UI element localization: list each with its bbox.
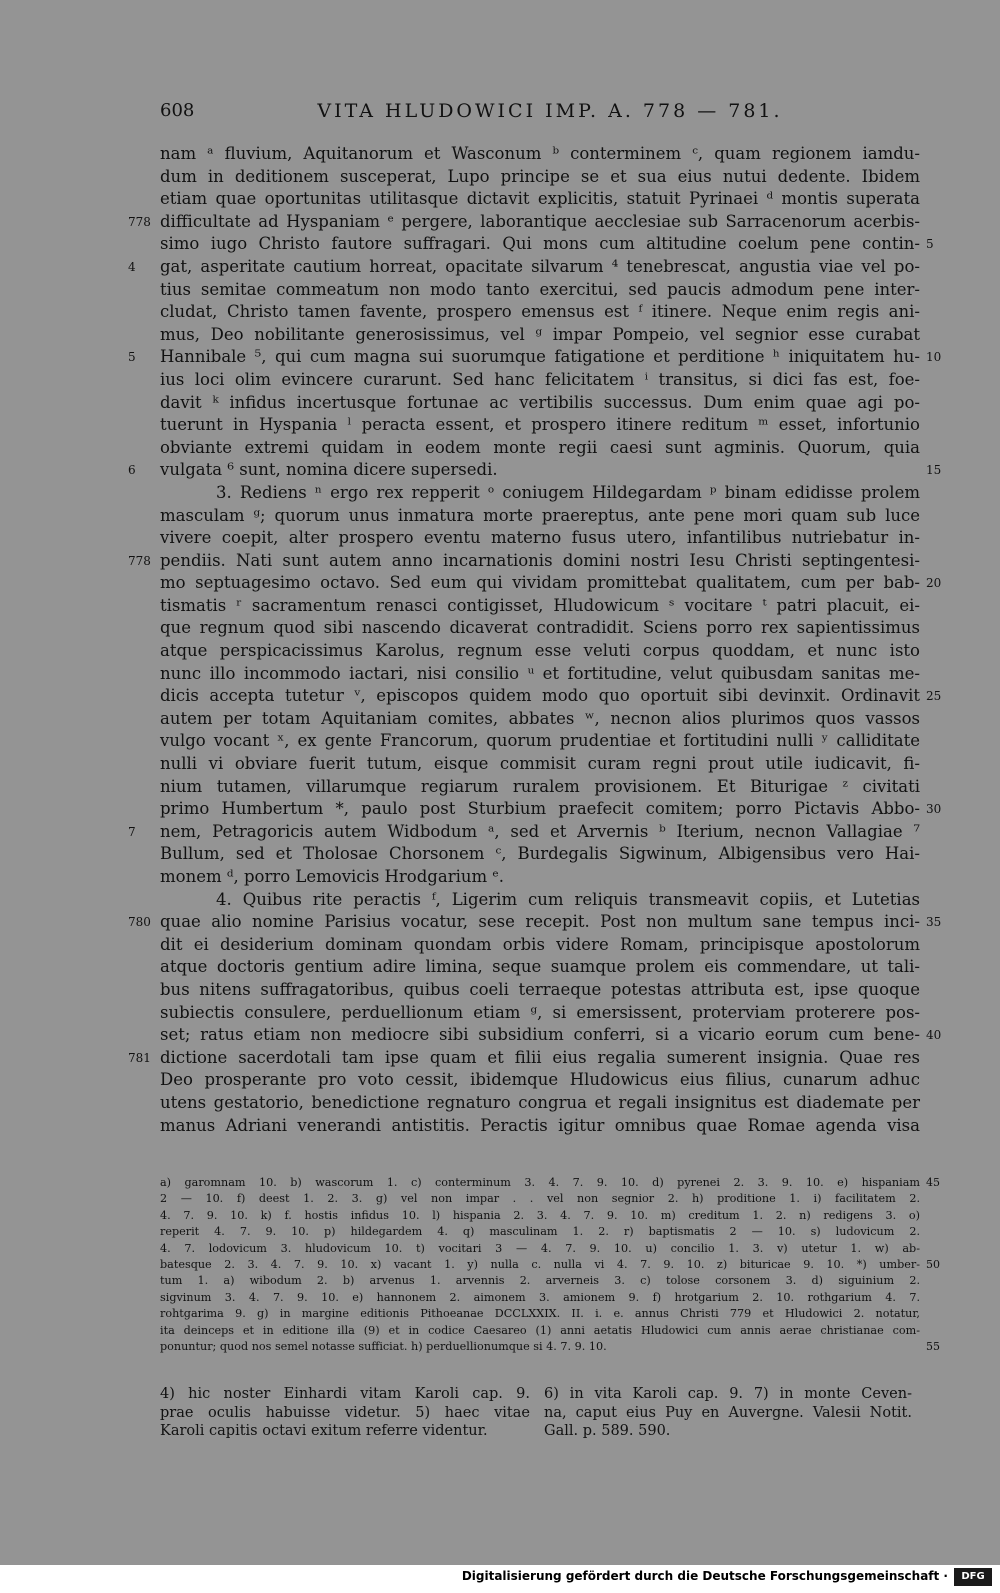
text-line: [160, 233, 934, 256]
running-title: VITA HLUDOWICI IMP. A. 778 — 781.: [317, 100, 783, 122]
text-line: [160, 143, 920, 166]
text-line: [160, 708, 920, 731]
line-text: vulgo vocant ˣ, ex gente Francorum, quorum prudentiae et fortitudini nulli ʸ calliditate: [160, 731, 920, 751]
line-text: nunc illo incommodo iactari, nisi consilio ᵘ et fortitudine, velut quibusdam sanitas me-: [160, 663, 920, 683]
text-line: [128, 346, 942, 369]
line-number: 45: [926, 1176, 940, 1189]
text-line: [128, 550, 920, 573]
text-line: [160, 1024, 942, 1047]
dfg-logo: DFG: [954, 1568, 992, 1586]
text-line: [160, 1002, 920, 1025]
line-text: cludat, Christo tamen favente, prospero emensus est ᶠ itinere. Neque enim regis ani-: [160, 302, 920, 322]
note-right-column: na, caput eius Puy en Auvergne. Valesii Notit.: [544, 1404, 912, 1421]
text-line: [160, 866, 920, 889]
footnote-text: ita deinceps et in editione illa (9) et in codice Caesareo (1) anni aetatis Hludowici cum annis aerae christianae com-: [160, 1323, 920, 1337]
footnote-line: [160, 1273, 920, 1289]
page-number: 608: [160, 100, 195, 121]
line-text: atque doctoris gentium adire limina, seque suamque prolem eis commendare, ut tali-: [160, 957, 920, 977]
text-line: [160, 979, 920, 1002]
text-line: [160, 934, 920, 957]
footnote-line: [160, 1290, 920, 1306]
line-text: davit ᵏ infidus incertusque fortunae ac vertibilis successus. Dum enim quae agi po-: [160, 392, 920, 412]
line-text: dit ei desiderium dominam quondam orbis videre Romam, principisque apostolorum: [160, 934, 920, 954]
text-line: [160, 956, 920, 979]
note-line: [160, 1404, 920, 1423]
text-line: [128, 821, 920, 844]
note-line: [160, 1422, 920, 1441]
footnote-text: 4. 7. 9. 10. k) f. hostis infidus 10. l) hispania 2. 3. 4. 7. 9. 10. m) creditum 1. 2. n) redigens 3. o): [160, 1208, 920, 1222]
year-margin-note: 778: [128, 214, 151, 229]
editor-notes: [160, 1385, 920, 1441]
note-left-column: Karoli capitis octavi exitum referre videntur.: [160, 1423, 488, 1439]
text-line: [160, 685, 942, 708]
line-text: difficultate ad Hyspaniam ᵉ pergere, laborantique aecclesiae sub Sarracenorum acerbis-: [160, 211, 920, 231]
footnote-text: sigvinum 3. 4. 7. 9. 10. e) hannonem 2. aimonem 3. amionem 9. f) hrotgarium 2. 10. rothgarium 4. 7.: [160, 1290, 920, 1304]
line-number: 15: [926, 463, 942, 478]
note-line: [160, 1385, 920, 1404]
line-text: tuerunt in Hyspania ˡ peracta essent, et prospero itinere reditum ᵐ esset, infortunio: [160, 415, 920, 435]
text-line: [128, 256, 920, 279]
text-line: [160, 1092, 920, 1115]
line-text: masculam ᵍ; quorum unus inmatura morte praereptus, ante pene mori quam sub luce: [160, 505, 920, 525]
year-margin-note: 6: [128, 463, 136, 478]
footnote-line: [160, 1224, 920, 1240]
text-line: [128, 911, 942, 934]
year-margin-note: 781: [128, 1050, 151, 1065]
line-text: etiam quae oportunitas utilitasque dictavit explicitis, statuit Pyrinaei ᵈ montis superata: [160, 189, 920, 209]
footer-bar: [0, 1565, 1000, 1593]
line-text: quae alio nomine Parisius vocatur, sese recepit. Post non multum sane tempus inci-: [160, 912, 920, 932]
line-text: utens gestatorio, benedictione regnaturo congrua et regali insignitus est diademate per: [160, 1092, 920, 1112]
text-line: [160, 505, 920, 528]
text-line: [160, 1069, 920, 1092]
text-line: [160, 776, 920, 799]
year-margin-note: 778: [128, 553, 151, 568]
line-text: simo iugo Christo fautore suffragari. Qui mons cum altitudine coelum pene contin-: [160, 234, 920, 254]
line-text: Hannibale ⁵, qui cum magna sui suorumque fatigatione et perditione ʰ iniquitatem hu-: [160, 347, 920, 367]
text-line: [160, 753, 920, 776]
text-line: [160, 437, 920, 460]
text-line: [160, 1115, 920, 1138]
line-text: tius semitae commeatum non modo tanto exercitui, sed paucis admodum pene inter-: [160, 279, 920, 299]
text-line: [160, 798, 942, 821]
line-text: autem per totam Aquitaniam comites, abbates ʷ, necnon alios plurimos quos vassos: [160, 708, 920, 728]
text-line: [160, 617, 920, 640]
footnote-line: [160, 1208, 920, 1224]
text-line: [160, 572, 942, 595]
footnote-text: tum 1. a) wibodum 2. b) arvenus 1. arvennis 2. arverneis 3. c) tolose corsonem 3. d) siguinium 2.: [160, 1274, 920, 1288]
line-text: subiectis consulere, perduellionum etiam ᵍ, si emersissent, proterviam proterere pos-: [160, 1002, 920, 1022]
line-number: 40: [926, 1028, 942, 1043]
footnote-text: rohtgarima 9. g) in margine editionis Pithoeanae DCCLXXIX. II. i. e. annus Christi 779 et Hludowici 2. notatur,: [160, 1307, 920, 1321]
line-text: monem ᵈ, porro Lemovicis Hrodgarium ᵉ.: [160, 867, 505, 886]
line-text: bus nitens suffragatoribus, quibus coeli terraeque potestas attributa est, ipse quoque: [160, 979, 920, 999]
main-text: [128, 143, 942, 1137]
text-line: [160, 595, 920, 618]
note-right-column: Gall. p. 589. 590.: [544, 1423, 671, 1439]
line-text: manus Adriani venerandi antistitis. Peractis igitur omnibus quae Romae agenda visa: [160, 1115, 920, 1135]
line-text: atque perspicacissimus Karolus, regnum esse veluti corpus quoddam, et nunc isto: [160, 641, 920, 661]
line-number: 30: [926, 802, 942, 817]
footnote-line: [160, 1241, 920, 1257]
line-number: 20: [926, 576, 942, 591]
year-margin-note: 5: [128, 350, 136, 365]
footnote-line: [160, 1323, 920, 1339]
text-line: [160, 166, 920, 189]
line-text: tismatis ʳ sacramentum renasci contigisset, Hludowicum ˢ vocitare ᵗ patri placuit, ei-: [160, 595, 920, 615]
text-line: [160, 392, 920, 415]
text-line: [160, 482, 920, 505]
line-text: nem, Petragoricis autem Widbodum ᵃ, sed et Arvernis ᵇ Iterium, necnon Vallagiae ⁷: [160, 821, 920, 841]
year-margin-note: 4: [128, 259, 136, 274]
line-text: mo septuagesimo octavo. Sed eum qui vividam promittebat qualitatem, cum per bab-: [160, 573, 920, 593]
line-number: 10: [926, 350, 942, 365]
line-text: que regnum quod sibi nascendo dicaverat contradidit. Sciens porro rex sapientissimus: [160, 618, 920, 638]
text-line: [160, 843, 920, 866]
line-text: dictione sacerdotali tam ipse quam et filii eius regalia sumerent insignia. Quae res: [160, 1047, 920, 1067]
critical-apparatus: [160, 1175, 940, 1355]
note-right-column: 6) in vita Karoli cap. 9. 7) in monte Ceven-: [544, 1386, 912, 1402]
line-text: primo Humbertum *, paulo post Sturbium praefecit comitem; porro Pictavis Abbo-: [160, 799, 920, 819]
year-margin-note: 7: [128, 824, 136, 839]
line-text: vivere coepit, alter prospero eventu materno fusus utero, infantilibus nutriebatur in-: [160, 528, 920, 548]
footnote-line: [160, 1257, 940, 1273]
text-line: [160, 369, 920, 392]
text-line: [128, 1047, 920, 1070]
text-line: [160, 414, 920, 437]
footnote-text: ponuntur; quod nos semel notasse sufficiat. h) perduellionumque si 4. 7. 9. 10.: [160, 1339, 607, 1353]
line-text: nam ᵃ fluvium, Aquitanorum et Wasconum ᵇ conterminem ᶜ, quam regionem iamdu-: [160, 144, 920, 163]
line-number: 5: [926, 237, 934, 252]
line-text: ius loci olim evincere curarunt. Sed hanc felicitatem ⁱ transitus, si dici fas est, foe-: [160, 369, 920, 389]
footnote-text: batesque 2. 3. 4. 7. 9. 10. x) vacant 1. y) nulla c. nulla vi 4. 7. 9. 10. z) bituricae 9. 10. *) umber-: [160, 1257, 920, 1271]
footnote-line: [160, 1191, 920, 1207]
line-text: dicis accepta tutetur ᵛ, episcopos quidem modo quo oportuit sibi devinxit. Ordinavit: [160, 686, 920, 706]
line-text: obviante extremi quidam in eodem monte regii caesi sunt agminis. Quorum, quia: [160, 437, 920, 457]
text-line: [160, 324, 920, 347]
line-number: 55: [926, 1339, 940, 1353]
text-line: [160, 301, 920, 324]
line-text: mus, Deo nobilitante generosissimus, vel ᵍ impar Pompeio, vel segnior esse curabat: [160, 324, 920, 344]
line-text: nium tutamen, villarumque regiarum ruralem provisionem. Et Biturigae ᶻ civitati: [160, 776, 920, 796]
text-line: [160, 889, 920, 912]
line-text: 4. Quibus rite peractis ᶠ, Ligerim cum reliquis transmeavit copiis, et Lutetias: [216, 889, 920, 909]
footnote-line: [160, 1175, 940, 1191]
text-line: [160, 279, 920, 302]
footnote-text: 2 — 10. f) deest 1. 2. 3. g) vel non impar . . vel non segnior 2. h) proditione 1. i) facilitatem 2.: [160, 1192, 920, 1206]
text-line: [160, 663, 920, 686]
footnote-text: a) garomnam 10. b) wascorum 1. c) conterminum 3. 4. 7. 9. 10. d) pyrenei 2. 3. 9. 10. e) hispaniam: [160, 1176, 920, 1189]
line-number: 50: [926, 1257, 940, 1271]
line-text: nulli vi obviare fuerit tutum, eisque commisit curam regni prout utile iudicavit, fi-: [160, 754, 920, 774]
text-line: [160, 527, 920, 550]
text-line: [160, 640, 920, 663]
text-line: [160, 188, 920, 211]
line-text: set; ratus etiam non mediocre sibi subsidium conferri, si a vicario eorum cum bene-: [160, 1025, 920, 1045]
footnote-text: reperit 4. 7. 9. 10. p) hildegardem 4. q) masculinam 1. 2. r) baptismatis 2 — 10. s) ludovicum 2.: [160, 1225, 920, 1239]
line-number: 35: [926, 915, 942, 930]
footnote-line: [160, 1339, 940, 1355]
text-line: [128, 211, 920, 234]
line-text: Deo prosperante pro voto cessit, ibidemque Hludowicus eius filius, cunarum adhuc: [160, 1070, 920, 1090]
line-text: vulgata ⁶ sunt, nomina dicere supersedi.: [160, 460, 498, 480]
text-line: [160, 730, 920, 753]
note-left-column: prae oculis habuisse videtur. 5) haec vitae: [160, 1404, 530, 1421]
line-text: pendiis. Nati sunt autem anno incarnationis domini nostri Iesu Christi septingentesi-: [160, 550, 920, 570]
line-text: gat, asperitate cautium horreat, opacitate silvarum ⁴ tenebrescat, angustia viae vel po-: [160, 256, 920, 276]
line-text: 3. Rediens ⁿ ergo rex repperit ᵒ coniugem Hildegardam ᵖ binam edidisse prolem: [216, 482, 920, 502]
line-number: 25: [926, 689, 942, 704]
funding-notice: Digitalisierung gefördert durch die Deutsche Forschungsgemeinschaft ·: [461, 1569, 948, 1583]
text-line: [128, 459, 942, 482]
footnote-line: [160, 1306, 920, 1322]
line-text: Bullum, sed et Tholosae Chorsonem ᶜ, Burdegalis Sigwinum, Albigensibus vero Hai-: [160, 844, 920, 864]
note-left-column: 4) hic noster Einhardi vitam Karoli cap. 9.: [160, 1386, 530, 1402]
year-margin-note: 780: [128, 915, 151, 930]
page-header: [160, 100, 940, 130]
footnote-text: 4. 7. lodovicum 3. hludovicum 10. t) vocitari 3 — 4. 7. 9. 10. u) concilio 1. 3. v) utetur 1. w) ab-: [160, 1241, 920, 1255]
line-text: dum in deditionem susceperat, Lupo principe se et sua eius nutui dedente. Ibidem: [160, 166, 920, 186]
